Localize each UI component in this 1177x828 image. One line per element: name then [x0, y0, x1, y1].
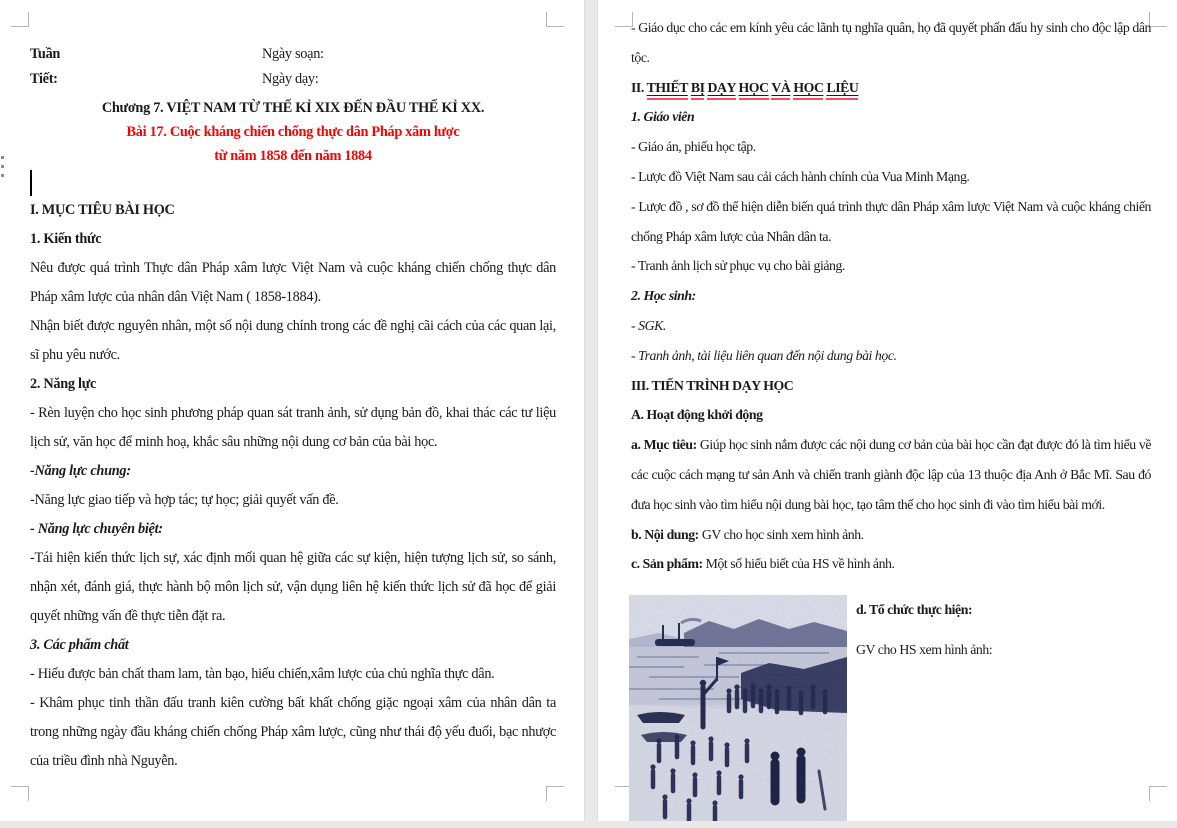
crop-mark-top-right	[546, 12, 564, 27]
subheading-hoc-sinh[interactable]: 2. Học sinh:	[631, 288, 696, 304]
crop-mark-top-left	[11, 12, 29, 27]
document-page-left[interactable]	[0, 0, 585, 821]
paragraph[interactable]: - Lược đồ , sơ đồ thể hiện diễn biến quá trình thực dân Pháp xâm lược Việt Nam và cuộc kháng chiến chống Pháp xâm lược của Nhân dân ta.	[631, 198, 1151, 244]
heading-tien-trinh[interactable]: III. TIẾN TRÌNH DẠY HỌC	[631, 377, 794, 393]
heading-thiet-bi[interactable]	[631, 73, 1151, 103]
week-label: Tuần	[30, 46, 61, 62]
heading-muc-tieu[interactable]: I. MỤC TIÊU BÀI HỌC	[30, 202, 175, 218]
left-page-text[interactable]	[30, 42, 556, 776]
period-label: Tiết:	[30, 71, 58, 87]
paragraph[interactable]: -Tái hiện kiến thức lịch sự, xác định mối quan hệ giữa các sự kiện, hiện tượng lịch sử, so sánh, nhận xét, đánh giá, thực hành bộ môn lịch sử, vận dụng liên hệ kiến thức lịch sử đã học để giải quyết những vấn đề thực tiễn đặt ra.	[30, 550, 556, 624]
run-text: GV cho học sinh xem hình ảnh.	[698, 526, 864, 542]
crop-mark-bottom-right	[546, 786, 564, 801]
meta-row-period[interactable]	[30, 67, 556, 92]
subheading-nang-luc[interactable]: 2. Năng lực	[30, 376, 97, 392]
chapter-title[interactable]: Chương 7. VIỆT NAM TỪ THẾ KỈ XIX ĐẾN ĐẦU THẾ KỈ XX.	[101, 100, 485, 116]
paragraph-noi-dung[interactable]	[631, 520, 1151, 550]
subheading-nang-luc-chung[interactable]: -Năng lực chung:	[30, 463, 131, 479]
heading-word: BỊ	[691, 80, 705, 100]
crop-mark-bottom-left	[11, 786, 29, 801]
paragraph[interactable]: Nhận biết được nguyên nhân, một số nội dung chính trong các đề nghị cãi cách của các quan lại, sĩ phu yêu nước.	[30, 318, 556, 363]
lesson-title-line2[interactable]: từ năm 1858 đến năm 1884	[214, 148, 372, 164]
run-label: a. Mục tiêu:	[631, 437, 697, 453]
paragraph[interactable]: - Hiểu được bản chất tham lam, tàn bạo, hiếu chiến,xâm lược của chủ nghĩa thực dân.	[30, 666, 495, 682]
subheading-giao-vien[interactable]: 1. Giáo viên	[631, 109, 695, 125]
run-label: b. Nội dung:	[631, 526, 699, 542]
crop-mark-top-right	[1149, 12, 1167, 27]
run-label: c. Sản phẩm:	[631, 556, 703, 572]
paragraph[interactable]: - Tranh ảnh lịch sử phục vụ cho bài giảng.	[631, 258, 845, 274]
paragraph[interactable]: - SGK.	[631, 317, 666, 333]
lesson-title-line1[interactable]: Bài 17. Cuộc kháng chiến chống thực dân Pháp xâm lược	[126, 124, 460, 140]
crop-mark-bottom-right	[1149, 786, 1167, 801]
heading-word: THIẾT	[647, 80, 688, 100]
paragraph[interactable]: - Giáo án, phiếu học tập.	[631, 139, 756, 155]
paragraph[interactable]: Nêu được quá trình Thực dân Pháp xâm lược Việt Nam và cuộc kháng chiến chống thực dân Pháp xâm lược của nhân dân Việt Nam ( 1858-1884).	[30, 260, 556, 305]
right-page-text[interactable]	[631, 13, 1151, 579]
paragraph[interactable]: GV cho HS xem hình ảnh:	[856, 641, 993, 657]
heading-word: HỌC	[793, 80, 823, 100]
subheading-kien-thuc[interactable]: 1. Kiến thức	[30, 231, 102, 247]
text-caret	[30, 170, 32, 196]
paragraph[interactable]: - Rèn luyện cho học sinh phương pháp quan sát tranh ảnh, sử dụng bản đồ, khai thác các tư liệu lịch sử, văn học để minh hoạ, khắc sâu những nội dung cơ bản của bài học.	[30, 405, 556, 450]
heading-number: II.	[631, 79, 644, 95]
heading-word: DẠY	[707, 80, 735, 100]
document-page-right[interactable]	[597, 0, 1177, 821]
heading-word: VÀ	[771, 80, 790, 100]
heading-word: HỌC	[739, 80, 769, 100]
run-text: Giúp học sinh nắm được các nội dung cơ bản của bài học cần đạt được đó là tìm hiểu về các cuộc cách mạng tư sản Anh và chiến tranh giành độc lập của 13 thuộc địa Anh ở Bắc Mĩ. Sau đó đưa học sinh vào tìm hiểu nội dung bài học, tạo tâm thế cho học sinh đi vào tìm hiểu bài mới.	[631, 437, 1151, 512]
paragraph[interactable]: - Tranh ảnh, tài liệu liên quan đến nội dung bài học.	[631, 347, 897, 363]
paragraph[interactable]: - Giáo dục cho các em kính yêu các lãnh tụ nghĩa quân, họ đã quyết phấn đấu hy sinh cho độc lập dân tộc.	[631, 20, 1151, 65]
meta-row-week[interactable]	[30, 42, 556, 67]
empty-paragraph[interactable]	[30, 168, 556, 196]
drag-handle-dots[interactable]	[0, 156, 6, 182]
paragraph-san-pham[interactable]	[631, 549, 1151, 579]
french-landing-engraving-image[interactable]	[629, 595, 847, 821]
run-text: Một số hiểu biết của HS về hình ảnh.	[702, 556, 895, 572]
to-chuc-thuc-hien-block[interactable]	[856, 583, 1156, 676]
date-taught-label: Ngày dạy:	[262, 71, 319, 87]
date-composed-label: Ngày soạn:	[262, 46, 324, 62]
paragraph[interactable]: -Năng lực giao tiếp và hợp tác; tự học; giải quyết vấn đề.	[30, 492, 339, 508]
paragraph[interactable]: - Khâm phục tinh thần đấu tranh kiên cường bất khất chống giặc ngoại xâm của nhân dân ta trong những ngày đầu kháng chiến chống Pháp xâm lược, cũng như thái độ yếu đuối, bạc nhược của triều đình nhà Nguyễn.	[30, 695, 556, 769]
heading-word: LIỆU	[826, 80, 858, 100]
paragraph-muc-tieu[interactable]	[631, 430, 1151, 519]
subheading-pham-chat[interactable]: 3. Các phẩm chất	[30, 637, 129, 653]
paragraph[interactable]: - Lược đồ Việt Nam sau cải cách hành chính của Vua Minh Mạng.	[631, 168, 970, 184]
subheading-to-chuc[interactable]: d. Tổ chức thực hiện:	[856, 601, 973, 617]
subheading-nang-luc-chuyen-biet[interactable]: - Năng lực chuyên biệt:	[30, 521, 163, 537]
subheading-hoat-dong-khoi-dong[interactable]: A. Hoạt động khởi động	[631, 407, 763, 423]
